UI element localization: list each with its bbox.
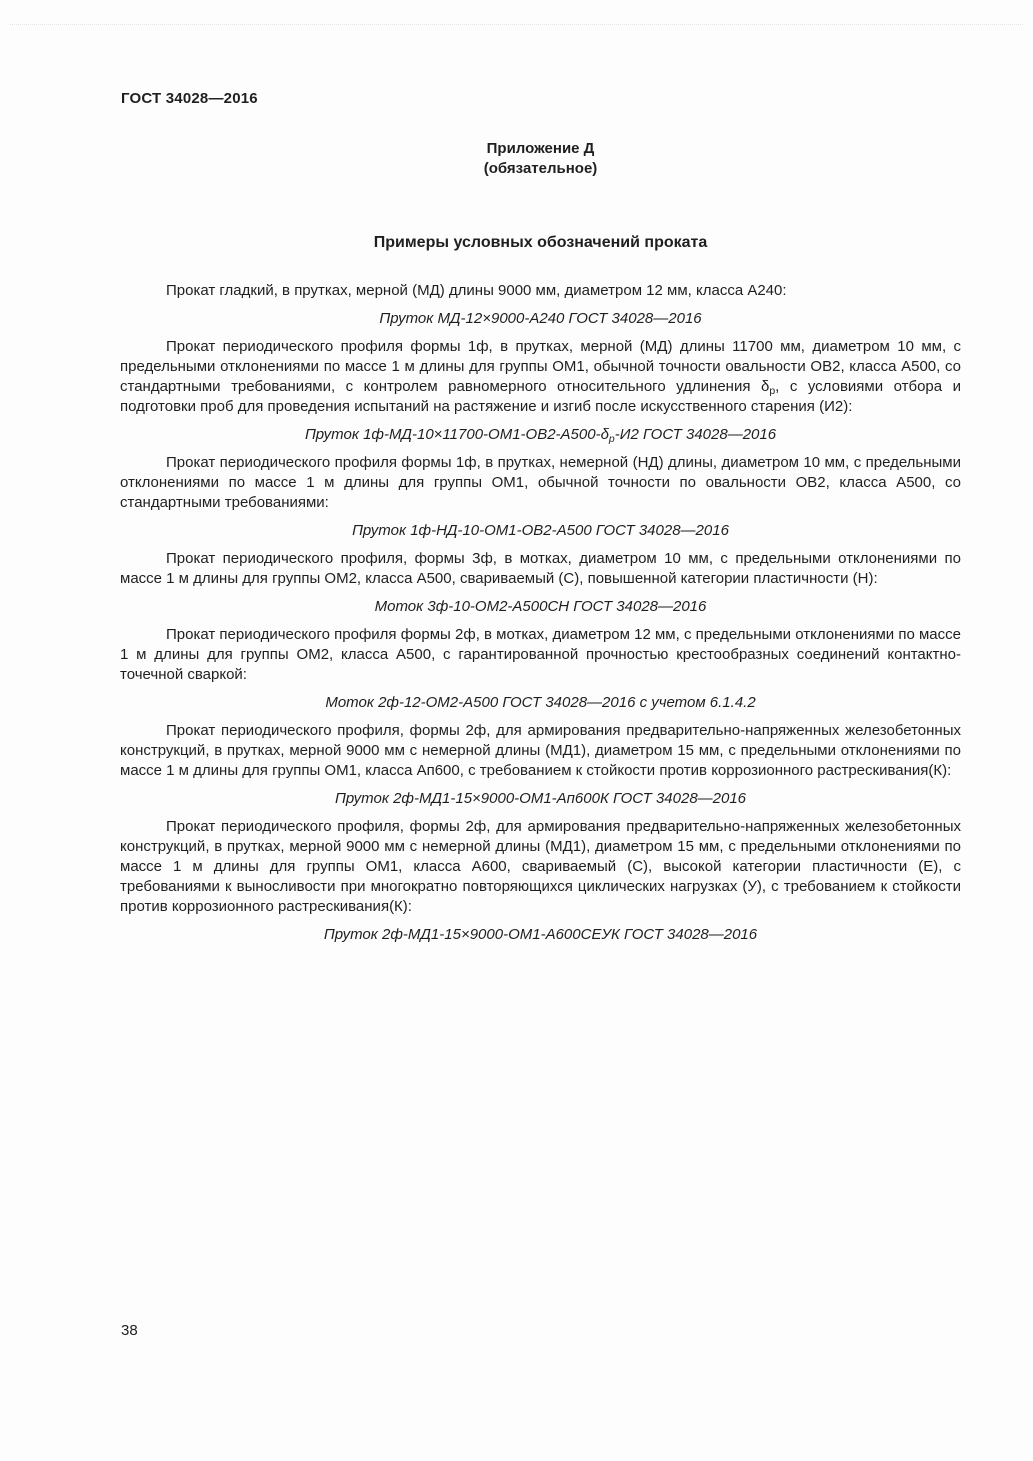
page-number: 38 [121, 1322, 138, 1339]
paragraph-text: Прокат периодического профиля формы 1ф, в прутках, мерной (МД) длины 11700 мм, диаметром 10 мм, с предельными отклонениями по массе 1 м длины для группы ОМ1, обычной точности овальности ОВ2, класса А500, со стандартными требованиями, с контролем равномерного относительного удлинения δ [120, 338, 961, 395]
paragraph-profile-1f-nd: Прокат периодического профиля формы 1ф, в прутках, немерной (НД) длины, диаметром 10 мм, с предельными отклонениями по массе 1 м длины для группы ОМ1, обычной точности по овальности ОВ2, класса А500, со стандартными требованиями: [120, 454, 961, 511]
document-body [120, 281, 961, 945]
paragraph-profile-2f-coils: Прокат периодического профиля формы 2ф, в мотках, диаметром 12 мм, с предельными отклонениями по массе 1 м длины для группы ОМ2, класса А500, с гарантированной прочностью крестообразных соединений контактно-точечной сваркой: [120, 626, 961, 683]
paragraph-profile-2f-a600: Прокат периодического профиля, формы 2ф, для армирования предварительно-напряженных железобетонных конструкций, в прутках, мерной 9000 мм с немерной длины (МД1), диаметром 15 мм, с предельными отклонениями по массе 1 м длины для группы ОМ1, класса А600, свариваемый (С), высокой категории пластичности (Е), с требованиями к выносливости при многократно повторяющихся циклических нагрузках (У), с требованием к стойкости против коррозионного растрескивания(К): [120, 818, 961, 915]
delta-p-subscript: р [769, 385, 776, 397]
paragraph-profile-1f-md [120, 337, 961, 417]
paragraph-profile-2f-ap600: Прокат периодического профиля, формы 2ф, для армирования предварительно-напряженных железобетонных конструкций, в прутках, мерной 9000 мм с немерной длины (МД1), диаметром 15 мм, с предельными отклонениями по массе 1 м длины для группы ОМ1, класса Ап600, с требованием к стойкости против коррозионного растрескивания(К): [120, 722, 961, 779]
designation-motok-3f: Моток 3ф-10-ОМ2-А500СН ГОСТ 34028—2016 [374, 598, 707, 615]
designation-prutok-2f-ap600k: Пруток 2ф-МД1-15×9000-ОМ1-Ап600К ГОСТ 34028—2016 [334, 790, 747, 807]
designation-prutok-md: Пруток МД-12×9000-А240 ГОСТ 34028—2016 [379, 310, 702, 327]
designation-prutok-1f-nd: Пруток 1ф-НД-10-ОМ1-ОВ2-А500 ГОСТ 34028—2016 [352, 522, 729, 539]
scan-artifact-line [10, 24, 1023, 25]
paragraph-smooth-rolled: Прокат гладкий, в прутках, мерной (МД) длины 9000 мм, диаметром 12 мм, класса А240: [166, 282, 787, 299]
designation-text: -И2 ГОСТ 34028—2016 [614, 426, 777, 443]
page-header-doc-number: ГОСТ 34028—2016 [121, 90, 258, 107]
designation-prutok-1f-md [120, 425, 961, 445]
appendix-heading [120, 139, 961, 179]
delta-p-subscript: р [608, 433, 615, 445]
designation-prutok-2f-a600seuk: Пруток 2ф-МД1-15×9000-ОМ1-А600СЕУК ГОСТ 34028—2016 [323, 926, 758, 943]
paragraph-text: , с условиями отбора и подготовки проб для проведения испытаний на растяжение и изгиб после искусственного старения (И2): [120, 378, 961, 415]
paragraph-profile-3f-coils: Прокат периодического профиля, формы 3ф, в мотках, диаметром 10 мм, с предельными отклонениями по массе 1 м длины для группы ОМ2, класса А500, свариваемый (С), повышенной категории пластичности (Н): [120, 550, 961, 587]
appendix-title: Приложение Д [486, 140, 595, 157]
designation-text: Пруток 1ф-МД-10×11700-ОМ1-ОВ2-А500-δ [304, 426, 609, 443]
designation-motok-2f: Моток 2ф-12-ОМ2-А500 ГОСТ 34028—2016 с учетом 6.1.4.2 [325, 694, 756, 711]
appendix-type: (обязательное) [483, 160, 598, 177]
section-title: Примеры условных обозначений проката [373, 234, 708, 251]
